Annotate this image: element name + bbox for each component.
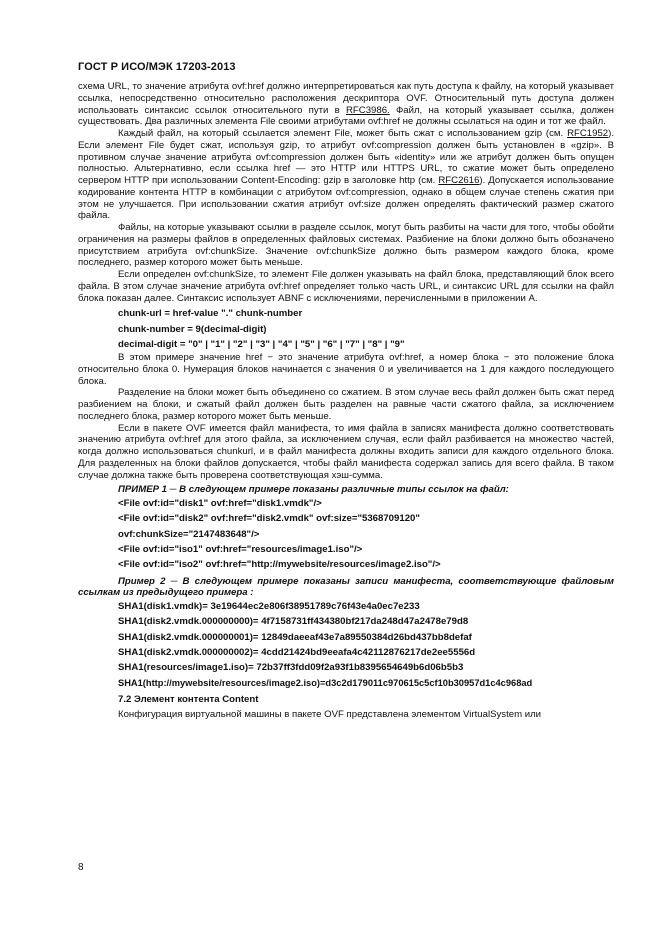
rfc2616-link[interactable]: RFC2616 [438,175,480,186]
code-line: SHA1(disk2.vmdk.000000001)= 12849daeeaf43e7a89550384d26bd437bb8defaf [118,631,472,643]
code-line: SHA1(disk2.vmdk.000000000)= 4f7158731ff434380bf217da248d47a2478e79d8 [118,616,469,628]
paragraph-manifest: Если в пакете OVF имеется файл манифеста, то имя файла в записях манифеста должно соответствовать значению атрибута ovf:href для этого файла, за исключением случая, если файл разбивается на множество частей, когда должно использоваться chunkurl, и в файл манифеста должны входить записи для каждого отдельного блока. Для разделенных на блоки файлов допускается, чтобы файл манифеста содержал запись для всего файла. В таком случае должна также быть проверена соответствующая хэш-сумма. [78,422,614,481]
document-body [78,81,614,721]
paragraph-compression [78,128,614,222]
example-1-title: ПРИМЕР 1 ─ В следующем примере показаны различные типы ссылок на файл: [118,484,509,496]
document-header: ГОСТ Р ИСО/МЭК 17203-2013 [78,61,236,73]
example-1-code [78,496,614,572]
code-line: <File ovf:id="iso2" ovf:href="http://mywebsite/resources/image2.iso"/> [118,559,441,571]
grammar-line: chunk-number = 9(decimal-digit) [118,323,267,335]
text-run: Каждый файл, на который ссылается элемент File, может быть сжат с использованием gzip (см. [118,128,568,139]
text-run: ). Допускается использование кодирование контента HTTP в комбинации с атрибутом ovf:compression, однако в общем случае степень сжатия при этом не улучшается. При использовании сжатия атрибут ovf:size должен определять фактический размер сжатого файла. [78,175,614,222]
section-heading: 7.2 Элемент контента Content [118,693,259,705]
grammar-line: decimal-digit = "0" | "1" | "2" | "3" | "4" | "5" | "6" | "7" | "8" | "9" [118,338,405,350]
example-2-title: Пример 2 ─ В следующем примере показаны записи манифеста, соответствующие файловым ссылкам из предыдущего примера : [78,575,614,599]
paragraph-chunk-compression: Разделение на блоки может быть объединено со сжатием. В этом случае весь файл должен быть сжат перед разбиением на блоки, и сжатый файл должен быть разделен на равные части сжатого файла, за исключением последнего блока, размер которого может быть меньше. [78,387,614,422]
example-2-code [78,599,614,691]
code-line: SHA1(disk1.vmdk)= 3e19644ec2e806f38951789c76f43e4a0ec7e233 [118,601,420,613]
code-line: <File ovf:id="iso1" ovf:href="resources/image1.iso"/> [118,544,363,556]
code-line: SHA1(http://mywebsite/resources/image2.iso)=d3c2d179011c970615c5cf10b30957d1c4c968ad [118,677,533,688]
code-line: SHA1(resources/image1.iso)= 72b37ff3fdd09f2a93f1b8395654649b6d06b5b3 [118,662,464,674]
code-line: ovf:chunkSize="2147483648"/> [118,528,260,540]
text-run: ). Если элемент File будет сжат, используя gzip, то атрибут ovf:compression должен быть установлен в «gzip». В противном случае значение атрибута ovf:compression должен быть «identity» или же атрибут должен быть опущен полностью. Альтернативно, если ссылка href — это HTTP или HTTPS URL, то сжатие может быть определено сервером HTTP при использовании Content-Encoding: gzip в заголовке http (см. [78,128,614,186]
paragraph-content-element: Конфигурация виртуальной машины в пакете OVF представлена элементом VirtualSystem или [118,708,542,720]
paragraph-chunk-url: Если определен ovf:chunkSize, то элемент File должен указывать на файл блока, представляющий блок всего файла. В этом случае значение атрибута ovf:href определяет только часть URL, и синтаксис URL для ссылки на файл блока показан далее. Синтаксис использует ABNF с исключениями, перечисленными в приложении А. [78,269,614,304]
rfc3986-link[interactable]: RFC3986. [345,104,390,116]
code-line: <File ovf:id="disk2" ovf:href="disk2.vmdk" ovf:size="5368709120" [118,513,420,525]
code-line: <File ovf:id="disk1" ovf:href="disk1.vmdk"/> [118,498,322,510]
rfc1952-link[interactable]: RFC1952 [567,128,609,139]
chunk-grammar [78,306,614,352]
paragraph-chunking: Файлы, на которые указывают ссылки в разделе ссылок, могут быть разбиты на части для того, чтобы обойти ограничения на размеры файлов в определенных файловых системах. Разбиение на блоки должно быть обозначено присутствием атрибута ovf:chunkSize. Значение ovf:chunkSize должно быть размером каждого блока, кроме последнего, размер которого может быть меньше. [78,222,614,269]
page-number: 8 [78,862,84,873]
text-run: Файл, на который указывает ссылка, должен существовать. Два различных элемента File своими атрибутами ovf:href не должны ссылаться на один и тот же файл. [78,104,614,128]
paragraph-chunk-example: В этом примере значение href − это значение атрибута ovf:href, а номер блока − это положение блока относительно блока 0. Нумерация блоков начинается с значения 0 и увеличивается на 1 для каждого последующего блока. [78,352,614,387]
text-run: схема URL, то значение атрибута ovf:href должно интерпретироваться как путь доступа к файлу, на который указывает ссылка, непосредственно относительно расположения дескриптора OVF. Относительный путь доступа должен использовать синтаксис ссылок относительного пути в [78,81,614,116]
paragraph-url-schema [78,81,614,128]
grammar-line: chunk-url = href-value "." chunk-number [118,308,303,320]
code-line: SHA1(disk2.vmdk.000000002)= 4cdd21424bd9eeafa4c42112876217de2ee5556d [118,647,476,659]
